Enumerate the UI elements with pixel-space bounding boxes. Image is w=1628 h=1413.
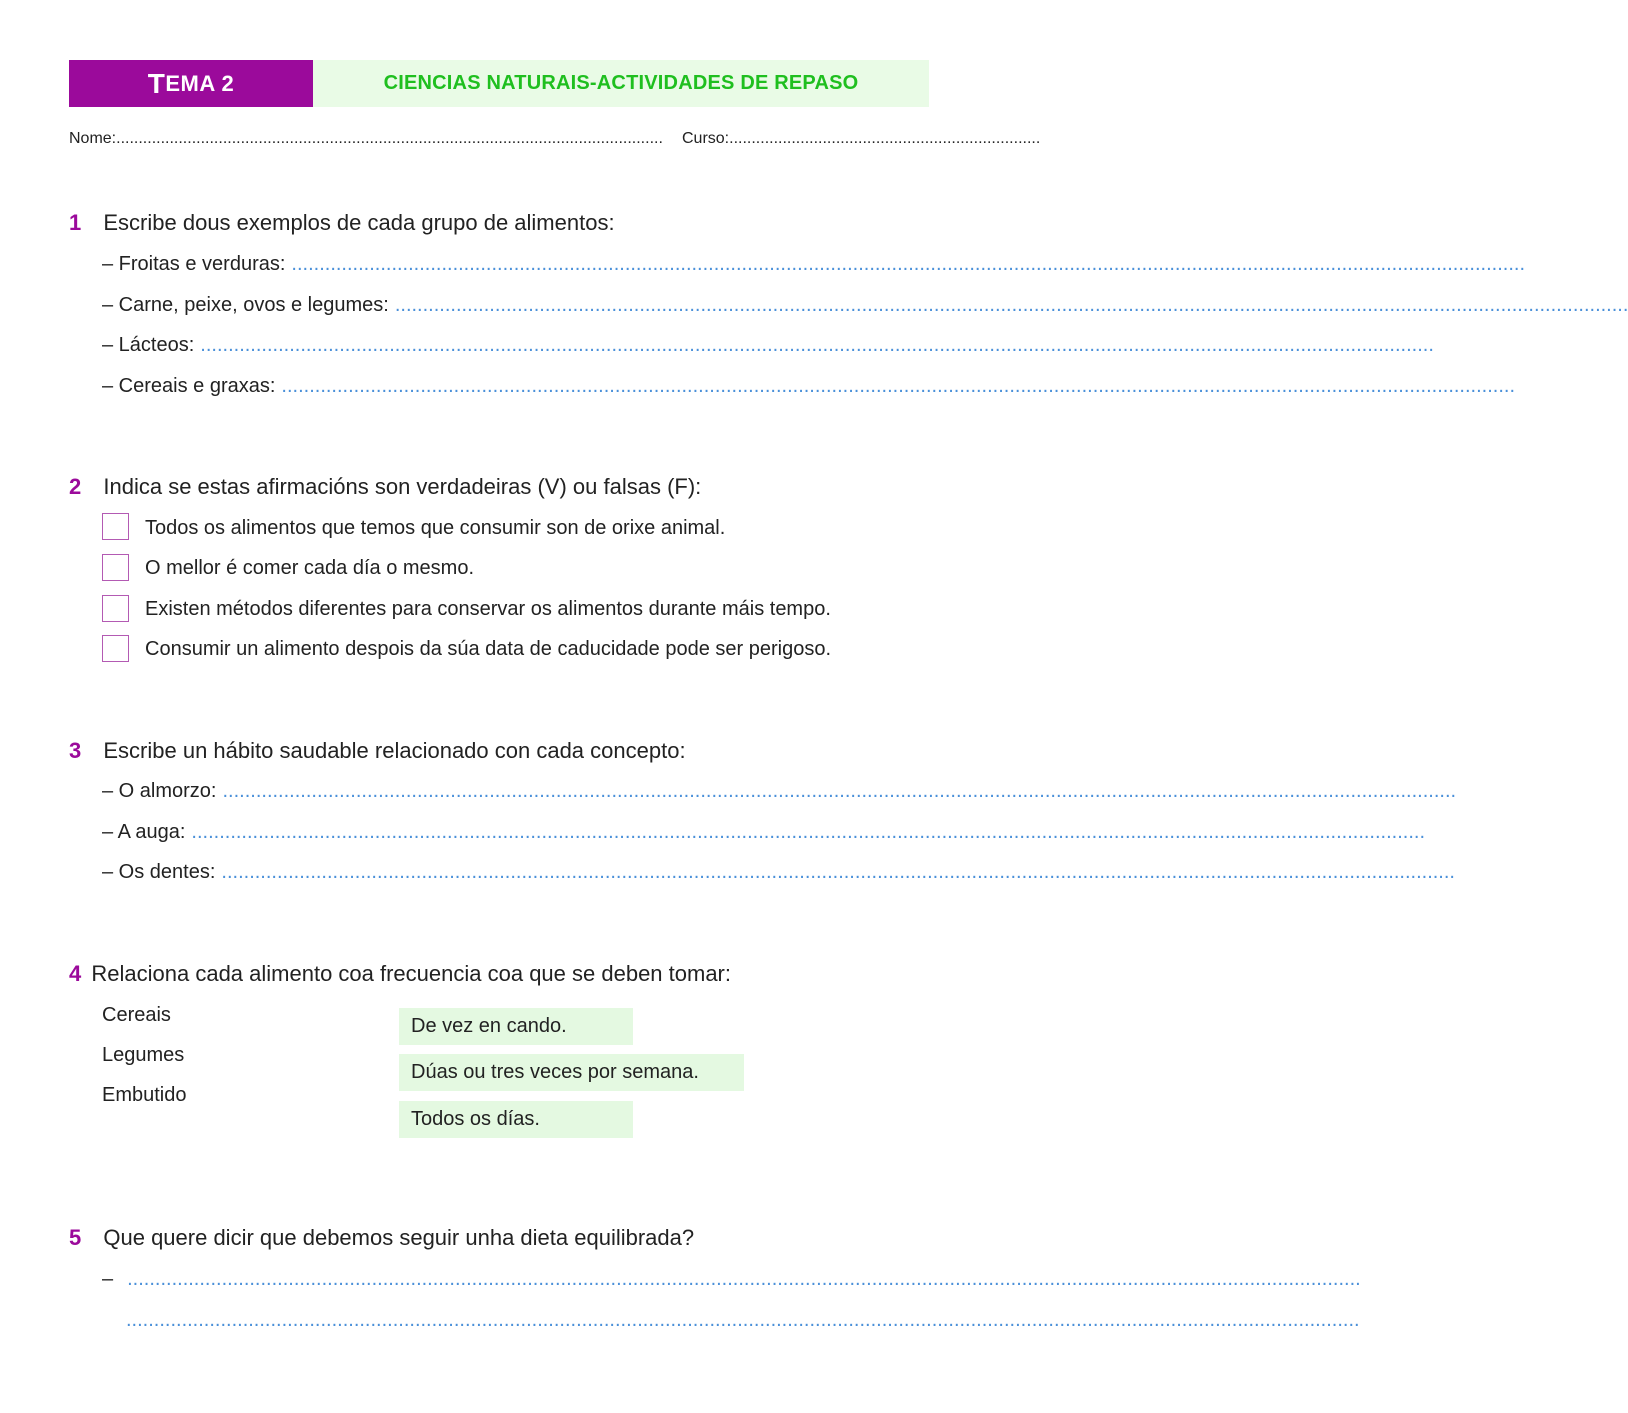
tema-banner — [69, 60, 313, 107]
q5-heading — [69, 1225, 694, 1251]
q3-number: 3 — [69, 738, 82, 763]
answer-dots: .............................................................................................................................................................................................................................. — [291, 253, 1525, 275]
subject-banner: CIENCIAS NATURAIS-ACTIVIDADES DE REPASO — [313, 60, 929, 107]
q1-item-label: – Lácteos: — [102, 334, 195, 356]
course-label: Curso: — [682, 130, 730, 147]
name-line[interactable] — [69, 130, 663, 148]
q1-number: 1 — [69, 210, 82, 235]
q4-food-legumes[interactable]: Legumes — [102, 1044, 185, 1066]
course-line[interactable] — [682, 130, 1041, 148]
name-dots: ........................................................................................................................... — [116, 130, 663, 147]
answer-dots: .............................................................................................................................................................................................................................. — [200, 334, 1434, 356]
q1-item-label: – Carne, peixe, ovos e legumes: — [102, 294, 389, 316]
q2-checkbox-1[interactable] — [102, 513, 129, 540]
q3-item-breakfast[interactable] — [102, 780, 1457, 803]
q1-item-label: – Froitas e verduras: — [102, 253, 286, 275]
q4-food-cereals[interactable]: Cereais — [102, 1004, 171, 1026]
q3-item-label: – O almorzo: — [102, 780, 217, 802]
answer-dots: .............................................................................................................................................................................................................................. — [281, 375, 1515, 397]
q4-number: 4 — [69, 961, 82, 986]
q2-title: Indica se estas afirmacións son verdadeiras (V) ou falsas (F): — [103, 474, 702, 499]
q1-item-dairy[interactable] — [102, 334, 1434, 357]
q1-heading — [69, 210, 615, 236]
tema-initial: T — [147, 67, 166, 99]
q2-heading — [69, 474, 701, 500]
q1-item-label: – Cereais e graxas: — [102, 375, 276, 397]
q5-answer-line-1[interactable] — [102, 1268, 1361, 1291]
q5-title: Que quere dicir que debemos seguir unha dieta equilibrada? — [103, 1225, 695, 1250]
answer-dots: .............................................................................................................................................................................................................................. — [126, 1309, 1360, 1331]
q3-item-teeth[interactable] — [102, 861, 1455, 884]
q4-frequency-weekly[interactable]: Dúas ou tres veces por semana. — [399, 1054, 744, 1091]
answer-dots: .............................................................................................................................................................................................................................. — [394, 294, 1628, 316]
q4-heading — [69, 961, 731, 987]
q3-heading — [69, 738, 686, 764]
answer-dots: .............................................................................................................................................................................................................................. — [221, 861, 1455, 883]
q2-statement-4: Consumir un alimento despois da súa data de caducidade pode ser perigoso. — [145, 638, 831, 660]
answer-dots: .............................................................................................................................................................................................................................. — [191, 821, 1425, 843]
q5-dash: – — [102, 1268, 114, 1290]
q4-frequency-daily[interactable]: Todos os días. — [399, 1101, 633, 1138]
q4-food-embutido[interactable]: Embutido — [102, 1084, 187, 1106]
q3-item-label: – Os dentes: — [102, 861, 216, 883]
q3-title: Escribe un hábito saudable relacionado con cada concepto: — [103, 738, 686, 763]
q4-frequency-sometimes[interactable]: De vez en cando. — [399, 1008, 633, 1045]
q2-checkbox-4[interactable] — [102, 635, 129, 662]
q5-number: 5 — [69, 1225, 82, 1250]
tema-label: EMA 2 — [165, 70, 235, 96]
q2-statement-2: O mellor é comer cada día o mesmo. — [145, 557, 475, 579]
q5-answer-line-2[interactable] — [126, 1309, 1360, 1332]
answer-dots: .............................................................................................................................................................................................................................. — [127, 1268, 1361, 1290]
course-dots: ...................................................................... — [729, 130, 1041, 147]
q2-statement-3: Existen métodos diferentes para conservar os alimentos durante máis tempo. — [145, 598, 831, 620]
answer-dots: .............................................................................................................................................................................................................................. — [222, 780, 1457, 802]
q1-item-cereals[interactable] — [102, 375, 1515, 398]
q2-checkbox-3[interactable] — [102, 595, 129, 622]
q1-title: Escribe dous exemplos de cada grupo de alimentos: — [103, 210, 615, 235]
q1-item-fruits[interactable] — [102, 253, 1525, 276]
name-label: Nome: — [69, 130, 117, 147]
q2-statement-1: Todos os alimentos que temos que consumir son de orixe animal. — [145, 517, 726, 539]
q2-checkbox-2[interactable] — [102, 554, 129, 581]
q2-number: 2 — [69, 474, 82, 499]
q1-item-meat[interactable] — [102, 294, 1628, 317]
q3-item-label: – A auga: — [102, 821, 186, 843]
q3-item-water[interactable] — [102, 821, 1425, 844]
q4-title: Relaciona cada alimento coa frecuencia coa que se deben tomar: — [91, 961, 731, 986]
